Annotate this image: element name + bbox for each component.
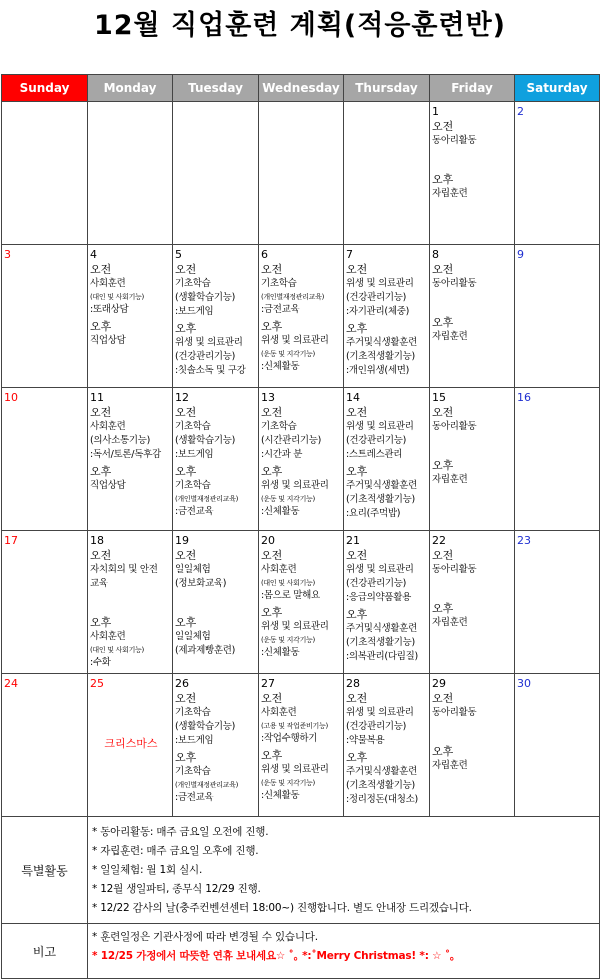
day-number: 7 bbox=[346, 248, 353, 261]
morning-activity-line: :또래상담 bbox=[90, 304, 129, 315]
afternoon-activity-line: 직업상담 bbox=[90, 335, 126, 346]
afternoon-activity-line: 사회훈련 bbox=[90, 631, 126, 642]
morning-activity-line: 기초학습 bbox=[261, 278, 297, 289]
weekday-thursday: Thursday bbox=[344, 75, 430, 102]
morning-activity-line: 기초학습 bbox=[175, 421, 211, 432]
afternoon-activity-line: (기초적생활기능) bbox=[346, 637, 415, 648]
calendar-day-24 bbox=[2, 674, 88, 817]
morning-activity-line: (시간관리기능) bbox=[261, 435, 322, 446]
calendar-day-27 bbox=[259, 674, 344, 817]
morning-activity-line: (건강관리기능) bbox=[346, 578, 407, 589]
afternoon-activity-line: :요리(주먹밥) bbox=[346, 508, 401, 519]
morning-label: 오전 bbox=[432, 120, 454, 133]
afternoon-activity-line: :금전교육 bbox=[175, 506, 214, 517]
day-number: 18 bbox=[90, 534, 104, 547]
morning-label: 오전 bbox=[261, 692, 283, 705]
afternoon-label: 오후 bbox=[432, 316, 454, 329]
afternoon-activity-line: :신체활동 bbox=[261, 790, 300, 801]
morning-activity-line: (대인 및 사회기능) bbox=[261, 579, 315, 587]
morning-activity-line: 동아리활동 bbox=[432, 564, 477, 575]
calendar-day-10 bbox=[2, 388, 88, 531]
day-number: 27 bbox=[261, 677, 275, 690]
morning-activity-line: 기초학습 bbox=[175, 707, 211, 718]
afternoon-label: 오후 bbox=[432, 173, 454, 186]
morning-activity-line: (생활학습기능) bbox=[175, 292, 236, 303]
morning-label: 오전 bbox=[346, 692, 368, 705]
afternoon-activity-line: 주거및식생활훈련 bbox=[346, 623, 418, 634]
calendar-day-empty bbox=[88, 102, 173, 245]
morning-label: 오전 bbox=[346, 406, 368, 419]
morning-label: 오전 bbox=[261, 263, 283, 276]
day-number: 20 bbox=[261, 534, 275, 547]
calendar-day-empty bbox=[344, 102, 430, 245]
calendar-day-28 bbox=[344, 674, 430, 817]
special-note: * 12월 생일파티, 종무식 12/29 진행. bbox=[92, 883, 261, 895]
weekday-monday: Monday bbox=[88, 75, 173, 102]
afternoon-activity-line: (개인별재정관리교육) bbox=[175, 781, 239, 789]
day-number: 8 bbox=[432, 248, 439, 261]
afternoon-label: 오후 bbox=[346, 608, 368, 621]
calendar-day-empty bbox=[2, 102, 88, 245]
morning-label: 오전 bbox=[90, 406, 112, 419]
day-number: 6 bbox=[261, 248, 268, 261]
day-number: 23 bbox=[517, 534, 531, 547]
morning-activity-line: :약물복용 bbox=[346, 735, 385, 746]
day-number: 12 bbox=[175, 391, 189, 404]
day-number: 10 bbox=[4, 391, 18, 404]
day-number: 28 bbox=[346, 677, 360, 690]
afternoon-activity-line: 위생 및 의료관리 bbox=[175, 337, 243, 348]
morning-activity-line: 사회훈련 bbox=[90, 278, 126, 289]
afternoon-activity-line: 기초학습 bbox=[175, 480, 211, 491]
afternoon-label: 오후 bbox=[261, 320, 283, 333]
morning-label: 오전 bbox=[346, 549, 368, 562]
morning-activity-line: :스트레스관리 bbox=[346, 449, 403, 460]
calendar-week-row bbox=[2, 388, 600, 531]
afternoon-label: 오후 bbox=[432, 602, 454, 615]
calendar-day-empty bbox=[173, 102, 259, 245]
morning-activity-line: 일일체험 bbox=[175, 564, 211, 575]
calendar-day-30 bbox=[515, 674, 600, 817]
afternoon-label: 오후 bbox=[175, 465, 197, 478]
afternoon-label: 오후 bbox=[261, 606, 283, 619]
afternoon-activity-line: 주거및식생활훈련 bbox=[346, 766, 418, 777]
calendar-day-29 bbox=[430, 674, 515, 817]
calendar-day-5 bbox=[173, 245, 259, 388]
day-number: 13 bbox=[261, 391, 275, 404]
morning-activity-line: (의사소통기능) bbox=[90, 435, 151, 446]
calendar-table bbox=[1, 74, 600, 979]
morning-label: 오전 bbox=[90, 263, 112, 276]
calendar-day-18 bbox=[88, 531, 173, 674]
afternoon-activity-line: 자립훈련 bbox=[432, 760, 468, 771]
morning-activity-line: :응급의약품활용 bbox=[346, 592, 412, 603]
afternoon-activity-line: 기초학습 bbox=[175, 766, 211, 777]
afternoon-activity-line: 위생 및 의료관리 bbox=[261, 764, 329, 775]
afternoon-activity-line: :칫솔소독 및 구강 bbox=[175, 365, 246, 376]
weekday-wednesday: Wednesday bbox=[259, 75, 344, 102]
morning-activity-line: (개인별재정관리교육) bbox=[261, 293, 325, 301]
calendar-day-15 bbox=[430, 388, 515, 531]
afternoon-activity-line: :정리정돈(대청소) bbox=[346, 794, 418, 805]
day-number: 1 bbox=[432, 105, 439, 118]
afternoon-label: 오후 bbox=[90, 465, 112, 478]
afternoon-label: 오후 bbox=[90, 616, 112, 629]
morning-activity-line: (대인 및 사회기능) bbox=[90, 293, 144, 301]
afternoon-activity-line: (운동 및 지각기능) bbox=[261, 779, 315, 787]
holiday-label: 크리스마스 bbox=[104, 737, 158, 750]
morning-activity-line: 사회훈련 bbox=[261, 564, 297, 575]
afternoon-activity-line: 자립훈련 bbox=[432, 331, 468, 342]
afternoon-activity-line: :개인위생(세면) bbox=[346, 365, 409, 376]
weekday-saturday: Saturday bbox=[515, 75, 600, 102]
afternoon-activity-line: :수화 bbox=[90, 657, 111, 668]
morning-activity-line: :작업수행하기 bbox=[261, 733, 318, 744]
morning-label: 오전 bbox=[346, 263, 368, 276]
calendar-day-20 bbox=[259, 531, 344, 674]
morning-label: 오전 bbox=[175, 549, 197, 562]
afternoon-activity-line: 직업상담 bbox=[90, 480, 126, 491]
calendar-day-empty bbox=[259, 102, 344, 245]
special-note: * 동아리활동: 매주 금요일 오전에 진행. bbox=[92, 826, 269, 838]
afternoon-label: 오후 bbox=[346, 751, 368, 764]
calendar-day-1 bbox=[430, 102, 515, 245]
calendar-week-row bbox=[2, 531, 600, 674]
afternoon-activity-line: :신체활동 bbox=[261, 647, 300, 658]
calendar-week-row bbox=[2, 674, 600, 817]
special-note: * 12/22 감사의 날(충주컨벤션센터 18:00~) 진행합니다. 별도 안내장 드리겠습니다. bbox=[92, 902, 472, 914]
special-activities-row bbox=[2, 817, 600, 924]
afternoon-label: 오후 bbox=[90, 320, 112, 333]
morning-activity-line: 위생 및 의료관리 bbox=[346, 278, 414, 289]
morning-activity-line: (건강관리기능) bbox=[346, 292, 407, 303]
day-number: 30 bbox=[517, 677, 531, 690]
calendar-day-19 bbox=[173, 531, 259, 674]
afternoon-activity-line: 자립훈련 bbox=[432, 474, 468, 485]
day-number: 19 bbox=[175, 534, 189, 547]
morning-activity-line: 동아리활동 bbox=[432, 278, 477, 289]
morning-activity-line: :몸으로 말해요 bbox=[261, 590, 320, 601]
day-number: 25 bbox=[90, 677, 104, 690]
afternoon-activity-line: (대인 및 사회기능) bbox=[90, 646, 144, 654]
afternoon-label: 오후 bbox=[346, 465, 368, 478]
morning-activity-line: 교육 bbox=[90, 578, 108, 589]
special-note: * 자립훈련: 매주 금요일 오후에 진행. bbox=[92, 845, 259, 857]
day-number: 16 bbox=[517, 391, 531, 404]
calendar-day-14 bbox=[344, 388, 430, 531]
afternoon-activity-line: :금전교육 bbox=[175, 792, 214, 803]
special-activities-label: 특별활동 bbox=[2, 817, 88, 924]
morning-activity-line: 위생 및 의료관리 bbox=[346, 707, 414, 718]
morning-activity-line: 사회훈련 bbox=[261, 707, 297, 718]
afternoon-label: 오후 bbox=[346, 322, 368, 335]
afternoon-activity-line: (기초적생활기능) bbox=[346, 351, 415, 362]
calendar-week-row bbox=[2, 102, 600, 245]
calendar-week-row bbox=[2, 245, 600, 388]
weekday-tuesday: Tuesday bbox=[173, 75, 259, 102]
morning-activity-line: 기초학습 bbox=[175, 278, 211, 289]
morning-label: 오전 bbox=[175, 692, 197, 705]
afternoon-label: 오후 bbox=[432, 745, 454, 758]
morning-activity-line: 동아리활동 bbox=[432, 421, 477, 432]
morning-activity-line: :금전교육 bbox=[261, 304, 300, 315]
afternoon-activity-line: :신체활동 bbox=[261, 506, 300, 517]
morning-activity-line: (생활학습기능) bbox=[175, 435, 236, 446]
morning-activity-line: (건강관리기능) bbox=[346, 721, 407, 732]
afternoon-label: 오후 bbox=[175, 616, 197, 629]
calendar-day-21 bbox=[344, 531, 430, 674]
morning-activity-line: :보드게임 bbox=[175, 306, 214, 317]
morning-label: 오전 bbox=[175, 263, 197, 276]
afternoon-activity-line: (기초적생활기능) bbox=[346, 780, 415, 791]
morning-activity-line: 동아리활동 bbox=[432, 135, 477, 146]
afternoon-activity-line: 위생 및 의료관리 bbox=[261, 335, 329, 346]
day-number: 29 bbox=[432, 677, 446, 690]
remarks-label: 비고 bbox=[2, 924, 88, 979]
afternoon-activity-line: :신체활동 bbox=[261, 361, 300, 372]
afternoon-activity-line: (건강관리기능) bbox=[175, 351, 236, 362]
afternoon-activity-line: 자립훈련 bbox=[432, 617, 468, 628]
calendar-day-11 bbox=[88, 388, 173, 531]
morning-activity-line: 사회훈련 bbox=[90, 421, 126, 432]
weekday-friday: Friday bbox=[430, 75, 515, 102]
afternoon-label: 오후 bbox=[261, 749, 283, 762]
calendar-day-6 bbox=[259, 245, 344, 388]
morning-label: 오전 bbox=[432, 692, 454, 705]
calendar-day-2 bbox=[515, 102, 600, 245]
special-activities-notes bbox=[88, 817, 600, 924]
remarks-notes bbox=[88, 924, 600, 979]
morning-activity-line: 위생 및 의료관리 bbox=[346, 564, 414, 575]
morning-activity-line: 동아리활동 bbox=[432, 707, 477, 718]
calendar-day-8 bbox=[430, 245, 515, 388]
calendar-day-9 bbox=[515, 245, 600, 388]
morning-activity-line: :시간과 분 bbox=[261, 449, 303, 460]
afternoon-activity-line: :의복관리(다림질) bbox=[346, 651, 418, 662]
morning-label: 오전 bbox=[261, 406, 283, 419]
day-number: 21 bbox=[346, 534, 360, 547]
day-number: 2 bbox=[517, 105, 524, 118]
afternoon-activity-line: 주거및식생활훈련 bbox=[346, 337, 418, 348]
morning-label: 오전 bbox=[175, 406, 197, 419]
afternoon-activity-line: 일일체험 bbox=[175, 631, 211, 642]
afternoon-label: 오후 bbox=[432, 459, 454, 472]
calendar-day-16 bbox=[515, 388, 600, 531]
morning-activity-line: :보드게임 bbox=[175, 735, 214, 746]
morning-activity-line: :독서/토론/독후감 bbox=[90, 449, 161, 460]
morning-activity-line: (정보화교육) bbox=[175, 578, 227, 589]
afternoon-label: 오후 bbox=[175, 751, 197, 764]
day-number: 17 bbox=[4, 534, 18, 547]
afternoon-activity-line: (개인별재정관리교육) bbox=[175, 495, 239, 503]
morning-label: 오전 bbox=[432, 406, 454, 419]
remarks-row bbox=[2, 924, 600, 979]
morning-activity-line: :자기관리(체중) bbox=[346, 306, 409, 317]
afternoon-activity-line: (운동 및 지각기능) bbox=[261, 350, 315, 358]
weekday-sunday: Sunday bbox=[2, 75, 88, 102]
day-number: 4 bbox=[90, 248, 97, 261]
weekday-header-row bbox=[2, 75, 600, 102]
calendar-day-25 bbox=[88, 674, 173, 817]
afternoon-activity-line: 자립훈련 bbox=[432, 188, 468, 199]
day-number: 3 bbox=[4, 248, 11, 261]
calendar-day-23 bbox=[515, 531, 600, 674]
calendar-body bbox=[2, 102, 600, 817]
afternoon-label: 오후 bbox=[261, 465, 283, 478]
calendar-day-3 bbox=[2, 245, 88, 388]
day-number: 15 bbox=[432, 391, 446, 404]
afternoon-activity-line: 위생 및 의료관리 bbox=[261, 621, 329, 632]
afternoon-activity-line: (운동 및 지각기능) bbox=[261, 495, 315, 503]
calendar-day-12 bbox=[173, 388, 259, 531]
calendar-day-7 bbox=[344, 245, 430, 388]
morning-activity-line: (생활학습기능) bbox=[175, 721, 236, 732]
morning-label: 오전 bbox=[261, 549, 283, 562]
day-number: 9 bbox=[517, 248, 524, 261]
afternoon-activity-line: (기초적생활기능) bbox=[346, 494, 415, 505]
remark-note-christmas: * 12/25 가정에서 따뜻한 연휴 보내세요☆ ˚｡ *:˚Merry Christmas! *: ☆ ˚｡ bbox=[92, 950, 455, 962]
calendar-day-22 bbox=[430, 531, 515, 674]
afternoon-activity-line: 주거및식생활훈련 bbox=[346, 480, 418, 491]
morning-activity-line: (건강관리기능) bbox=[346, 435, 407, 446]
morning-activity-line: 위생 및 의료관리 bbox=[346, 421, 414, 432]
calendar-day-13 bbox=[259, 388, 344, 531]
afternoon-activity-line: (운동 및 지각기능) bbox=[261, 636, 315, 644]
remark-note: * 훈련일정은 기관사정에 따라 변경될 수 있습니다. bbox=[92, 931, 318, 943]
calendar-day-4 bbox=[88, 245, 173, 388]
afternoon-activity-line: 위생 및 의료관리 bbox=[261, 480, 329, 491]
day-number: 24 bbox=[4, 677, 18, 690]
day-number: 11 bbox=[90, 391, 104, 404]
day-number: 14 bbox=[346, 391, 360, 404]
day-number: 22 bbox=[432, 534, 446, 547]
morning-label: 오전 bbox=[432, 263, 454, 276]
page-title: 12월 직업훈련 계획(적응훈련반) bbox=[93, 10, 507, 41]
morning-activity-line: (고용 및 작업준비기능) bbox=[261, 722, 328, 730]
day-number: 5 bbox=[175, 248, 182, 261]
afternoon-label: 오후 bbox=[175, 322, 197, 335]
morning-activity-line: :보드게임 bbox=[175, 449, 214, 460]
special-note: * 일일체험: 월 1회 실시. bbox=[92, 864, 203, 876]
morning-label: 오전 bbox=[432, 549, 454, 562]
morning-label: 오전 bbox=[90, 549, 112, 562]
morning-activity-line: 자치회의 및 안전 bbox=[90, 564, 158, 575]
morning-activity-line: 기초학습 bbox=[261, 421, 297, 432]
afternoon-activity-line: (제과제빵훈련) bbox=[175, 645, 236, 656]
calendar-day-17 bbox=[2, 531, 88, 674]
calendar-day-26 bbox=[173, 674, 259, 817]
day-number: 26 bbox=[175, 677, 189, 690]
